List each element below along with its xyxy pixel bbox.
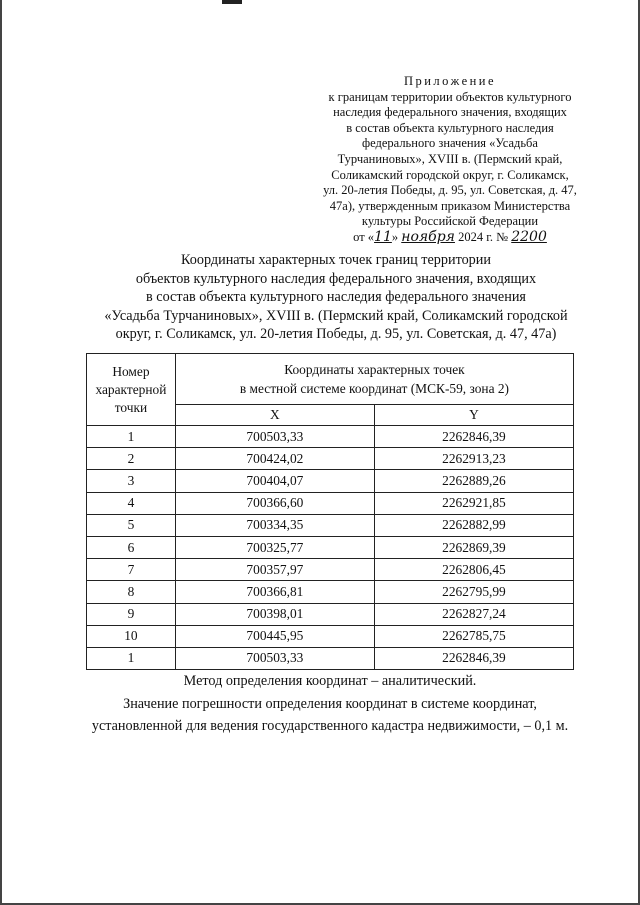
point-header-line: точки: [114, 399, 148, 415]
point-number: 1: [87, 647, 176, 669]
x-coordinate: 700424,02: [175, 448, 374, 470]
point-number: 4: [87, 492, 176, 514]
appendix-line: к границам территории объектов культурного: [328, 89, 572, 104]
x-coordinate: 700334,35: [175, 514, 374, 536]
table-row: [87, 470, 574, 492]
y-coordinate: 2262795,99: [374, 581, 573, 603]
table-header-row: [87, 354, 574, 405]
coordinates-table: [86, 353, 574, 670]
appendix-line: 47а), утвержденным приказом Министерства: [329, 198, 571, 213]
x-coordinate: 700503,33: [175, 426, 374, 448]
point-number: 10: [87, 625, 176, 647]
date-day: 11: [374, 228, 392, 245]
point-header-line: Номер: [112, 363, 150, 379]
appendix-block: [300, 74, 600, 246]
date-mid: »: [391, 229, 402, 244]
coordinates-header: [175, 354, 573, 405]
x-coordinate: 700325,77: [175, 536, 374, 558]
date-prefix: от «: [353, 229, 375, 244]
title-line: в состав объекта культурного наследия федерального значения: [146, 289, 526, 306]
table-row: [87, 647, 574, 669]
appendix-line: в состав объекта культурного наследия: [346, 120, 554, 135]
order-number: 2200: [511, 228, 547, 245]
x-coordinate: 700404,07: [175, 470, 374, 492]
appendix-line: Турчаниновых», XVIII в. (Пермский край,: [337, 151, 563, 166]
y-coordinate: 2262806,45: [374, 559, 573, 581]
coords-header-line: в местной системе координат (МСК-59, зона 2): [239, 381, 510, 396]
y-coordinate: 2262882,99: [374, 514, 573, 536]
table-row: [87, 625, 574, 647]
method-note: Метод определения координат – аналитический.: [183, 673, 477, 689]
point-number-header: [87, 354, 176, 426]
y-coordinate: 2262827,24: [374, 603, 573, 625]
x-coordinate: 700366,60: [175, 492, 374, 514]
table-row: [87, 448, 574, 470]
table-row: [87, 514, 574, 536]
y-coordinate: 2262785,75: [374, 625, 573, 647]
point-header-line: характерной: [95, 381, 167, 397]
point-number: 8: [87, 581, 176, 603]
x-coordinate: 700503,33: [175, 647, 374, 669]
x-coordinate: 700398,01: [175, 603, 374, 625]
coords-header-line: Координаты характерных точек: [284, 362, 465, 377]
x-coordinate: 700366,81: [175, 581, 374, 603]
top-page-mark: [222, 0, 242, 4]
date-month: ноября: [401, 228, 455, 245]
appendix-line: Соликамский городской округ, г. Соликамск,: [331, 167, 569, 182]
appendix-line: ул. 20-летия Победы, д. 95, ул. Советская, д. 47,: [323, 183, 577, 198]
title-line: Координаты характерных точек границ территории: [181, 252, 491, 268]
appendix-line: культуры Российской Федерации: [361, 214, 539, 229]
point-number: 7: [87, 559, 176, 581]
y-coordinate: 2262889,26: [374, 470, 573, 492]
accuracy-note-line: установленной для ведения государственного кадастра недвижимости, – 0,1 м.: [91, 718, 569, 734]
y-coordinate: 2262921,85: [374, 492, 573, 514]
x-coordinate: 700357,97: [175, 559, 374, 581]
x-coordinate: 700445,95: [175, 625, 374, 647]
table-row: [87, 426, 574, 448]
title-line: округ, г. Соликамск, ул. 20-летия Победы, д. 95, ул. Советская, д. 47, 47а): [115, 326, 557, 343]
appendix-line: федерального значения «Усадьба: [362, 136, 538, 151]
accuracy-note-line: Значение погрешности определения координат в системе координат,: [123, 695, 537, 712]
table-row: [87, 559, 574, 581]
y-coordinate: 2262846,39: [374, 647, 573, 669]
table-row: [87, 536, 574, 558]
table-row: [87, 581, 574, 603]
document-title: [60, 251, 612, 344]
notes-block: [40, 670, 620, 738]
table-row: [87, 492, 574, 514]
title-line: объектов культурного наследия федерального значения, входящих: [135, 270, 537, 287]
date-year: 2024 г. №: [454, 229, 512, 244]
y-coordinate: 2262869,39: [374, 536, 573, 558]
point-number: 5: [87, 514, 176, 536]
title-line: «Усадьба Турчаниновых», XVIII в. (Пермский край, Соликамский городской: [104, 307, 568, 324]
y-coordinate: 2262846,39: [374, 426, 573, 448]
appendix-line: наследия федерального значения, входящих: [333, 105, 567, 120]
x-header: X: [175, 405, 374, 426]
appendix-heading: Приложение: [403, 74, 497, 88]
scan-edge-left: [0, 0, 2, 905]
y-coordinate: 2262913,23: [374, 448, 573, 470]
point-number: 9: [87, 603, 176, 625]
point-number: 2: [87, 448, 176, 470]
y-header: Y: [374, 405, 573, 426]
table-row: [87, 603, 574, 625]
point-number: 3: [87, 470, 176, 492]
point-number: 1: [87, 426, 176, 448]
point-number: 6: [87, 536, 176, 558]
appendix-date-line: [300, 230, 600, 246]
